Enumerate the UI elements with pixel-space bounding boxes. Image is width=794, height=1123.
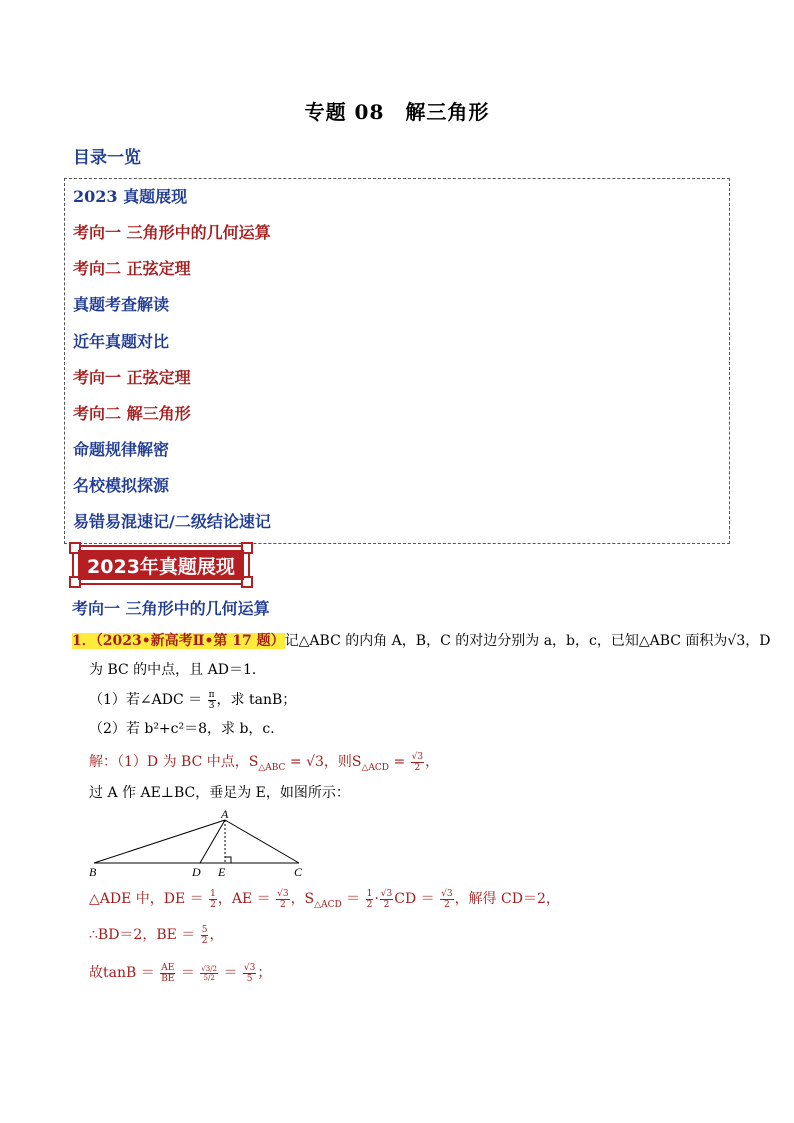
toc-heading: 目录一览 (73, 148, 141, 168)
segment-ac (225, 820, 299, 863)
section-heading: 考向一 三角形中的几何运算 (72, 599, 270, 618)
toc-item-direction-1b[interactable]: 考向一 正弦定理 (73, 368, 191, 387)
page-title: 专题 08 解三角形 (304, 100, 490, 124)
part1-text: （1）若∠ADC ＝ (89, 692, 203, 708)
toc-box (64, 178, 730, 544)
section-banner (72, 545, 250, 585)
part1-text-b: ，求 tanB； (216, 692, 297, 708)
fraction: $\frac{\pi}{3}$ (208, 689, 215, 711)
toc-item-rules[interactable]: 命题规律解密 (73, 440, 170, 459)
question-source: （2023•新高考Ⅱ•第 17 题） (95, 633, 285, 649)
label-c: C (294, 865, 303, 878)
label-a: A (221, 808, 229, 821)
label-e: E (218, 865, 226, 878)
solution-line-1: 解：（1）D 为 BC 中点，$S_{\triangle ABC} = √3$，则$S_{\triangle ACD}$ = $\frac{√3}{2}$ ， (89, 751, 440, 773)
toc-item-direction-2[interactable]: 考向二 正弦定理 (73, 259, 191, 278)
toc-item-2023[interactable]: 2023 真题展现 (73, 187, 188, 206)
segment-ab (94, 820, 225, 863)
solution-line-2: 过 A 作 AE⊥BC，垂足为 E，如图所示： (89, 785, 350, 801)
toc-item-direction-2b[interactable]: 考向二 解三角形 (73, 404, 191, 423)
toc-item-direction-1[interactable]: 考向一 三角形中的几何运算 (73, 223, 271, 242)
question-part-1 (89, 689, 296, 711)
toc-item-compare[interactable]: 近年真题对比 (73, 332, 170, 351)
label-b: B (89, 865, 97, 878)
label-d: D (192, 865, 201, 878)
question-line-2: 为 BC 的中点，且 AD＝1． (89, 662, 266, 678)
banner-text: 2023年真题展现 (78, 550, 244, 580)
toc-item-mock[interactable]: 名校模拟探源 (73, 476, 170, 495)
triangle-diagram (80, 808, 320, 878)
question-text-1: 记△ABC 的内角 A，B，C 的对边分别为 a，b，c，已知△ABC 面积为√3，D (284, 633, 771, 649)
question-part-2: （2）若 b²+c²＝8，求 b，c． (89, 721, 285, 737)
solution-line-4: ∴BD＝2，BE ＝ $\frac{5}{2}$ ， (89, 924, 224, 946)
right-angle-mark (225, 857, 231, 863)
toc-item-analysis[interactable]: 真题考查解读 (73, 295, 170, 314)
solution-line-3: △ADE 中，DE ＝ $\frac{1}{2}$ ，AE ＝ $\frac{√3}{2}$ ，$S_{\triangle ACD}$ ＝ $\frac{1}{2}$ · $\frac{√3}{2}$ CD ＝ $\frac{√3}{2}$ ，解得 CD＝2， (89, 888, 560, 910)
question-number: 1． (72, 633, 96, 649)
solution-line-5: 故tanB ＝ $\frac{AE}{BE}$ ＝ $\frac{√3/2}{5/2}$ ＝ $\frac{√3}{5}$ ； (89, 962, 272, 984)
toc-item-notes[interactable]: 易错易混速记/二级结论速记 (73, 512, 271, 531)
question-line-1 (72, 630, 770, 650)
